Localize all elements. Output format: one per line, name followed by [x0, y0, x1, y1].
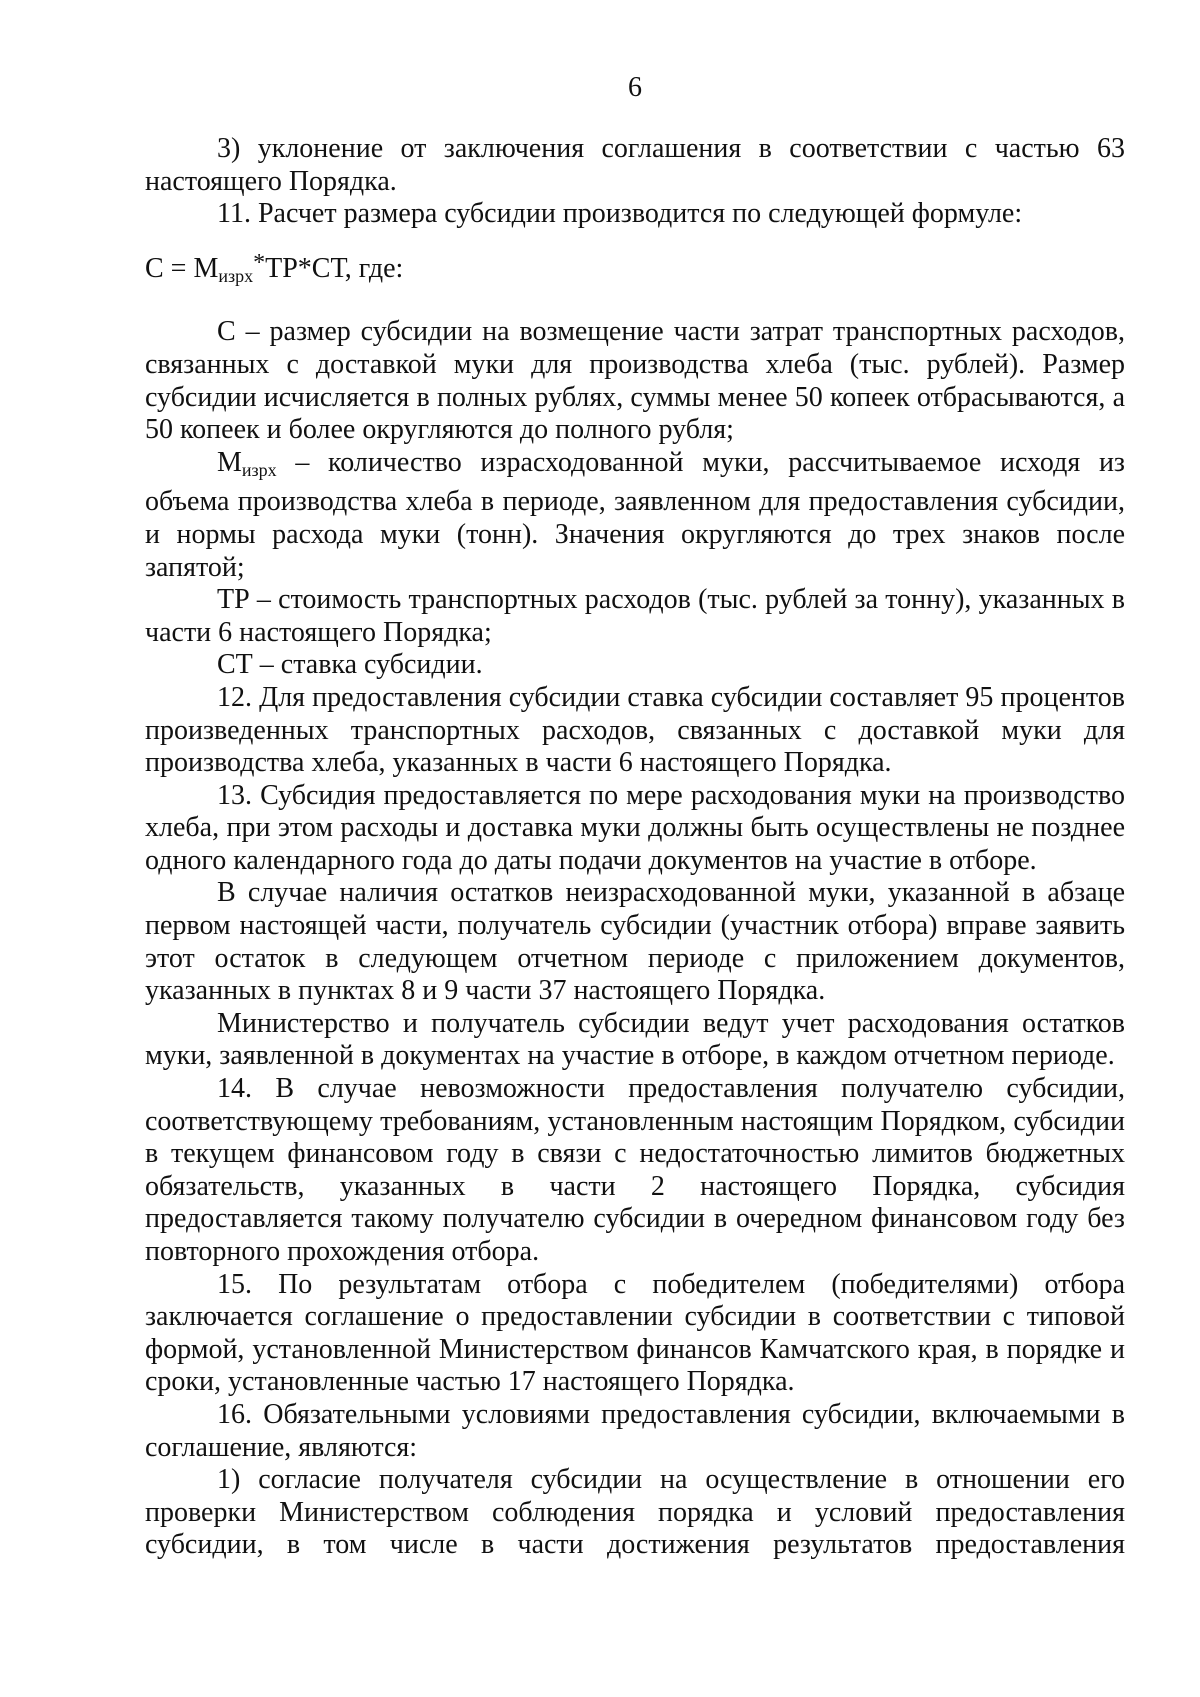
- formula-rhs: ТР*СТ, где:: [265, 252, 404, 284]
- formula-lhs: С = М: [145, 252, 219, 284]
- paragraph-13-remainder: В случае наличия остатков неизрасходованной муки, указанной в абзаце первом настоящей части, получатель субсидии (участник отбора) вправе заявить этот остаток в следующем отчетном периоде с приложением документов, указанных в пунктах 8 и 9 части 37 настоящего Порядка.: [145, 877, 1125, 1007]
- paragraph-14: 14. В случае невозможности предоставления получателю субсидии, соответствующему требованиям, установленным настоящим Порядком, субсидии в текущем финансовом году в связи с недостаточностью лимитов бюджетных обязательств, указанных в части 2 настоящего Порядка, субсидия предоставляется такому получателю субсидии в очередном финансовом году без повторного прохождения отбора.: [145, 1073, 1125, 1267]
- paragraph-16-clause-1: 1) согласие получателя субсидии на осуществление в отношении его проверки Министерством соблюдения порядка и условий предоставления субсидии, в том числе в части достижения результатов предоставления: [145, 1464, 1125, 1561]
- m-symbol: М: [217, 446, 242, 478]
- paragraph-15: 15. По результатам отбора с победителем (победителями) отбора заключается соглашение о предоставлении субсидии в соответствии с типовой формой, установленной Министерством финансов Камчатского края, в порядке и сроки, установленные частью 17 настоящего Порядка.: [145, 1268, 1125, 1398]
- m-subscript: изрх: [241, 459, 277, 480]
- subsidy-formula: [145, 247, 1125, 293]
- paragraph-16: 16. Обязательными условиями предоставления субсидии, включаемыми в соглашение, являются:: [145, 1398, 1125, 1463]
- paragraph-12: 12. Для предоставления субсидии ставка субсидии составляет 95 процентов произведенных транспортных расходов, связанных с доставкой муки для производства хлеба, указанных в части 6 настоящего Порядка.: [145, 681, 1125, 779]
- paragraph-clause-3: 3) уклонение от заключения соглашения в соответствии с частью 63 настоящего Порядка.: [145, 133, 1125, 197]
- definition-c: С – размер субсидии на возмещение части затрат транспортных расходов, связанных с доставкой муки для производства хлеба (тыс. рублей). Размер субсидии исчисляется в полных рублях, суммы менее 50 копеек отбрасываются, а 50 копеек и более округляются до полного рубля;: [145, 316, 1125, 446]
- definition-m-text: – количество израсходованной муки, рассчитываемое исходя из объема производства хлеба в периоде, заявленном для предоставления субсидии, и нормы расхода муки (тонн). Значения округляются до трех знаков после запятой;: [145, 446, 1125, 583]
- formula-star: *: [253, 249, 266, 276]
- paragraph-13: 13. Субсидия предоставляется по мере расходования муки на производство хлеба, при этом расходы и доставка муки должны быть осуществлены не позднее одного календарного года до даты подачи документов на участие в отборе.: [145, 779, 1125, 876]
- formula-subscript: изрх: [218, 265, 254, 286]
- definition-st: СТ – ставка субсидии.: [217, 649, 483, 681]
- paragraph-13-accounting: Министерство и получатель субсидии ведут учет расходования остатков муки, заявленной в документах на участие в отборе, в каждом отчетном периоде.: [145, 1007, 1125, 1072]
- document-body: [145, 133, 1125, 1562]
- paragraph-11: 11. Расчет размера субсидии производится по следующей формуле:: [217, 198, 1023, 230]
- page-number: 6: [628, 72, 642, 103]
- definition-tr: ТР – стоимость транспортных расходов (тыс. рублей за тонну), указанных в части 6 настоящего Порядка;: [145, 584, 1125, 648]
- definition-m: [145, 447, 1125, 584]
